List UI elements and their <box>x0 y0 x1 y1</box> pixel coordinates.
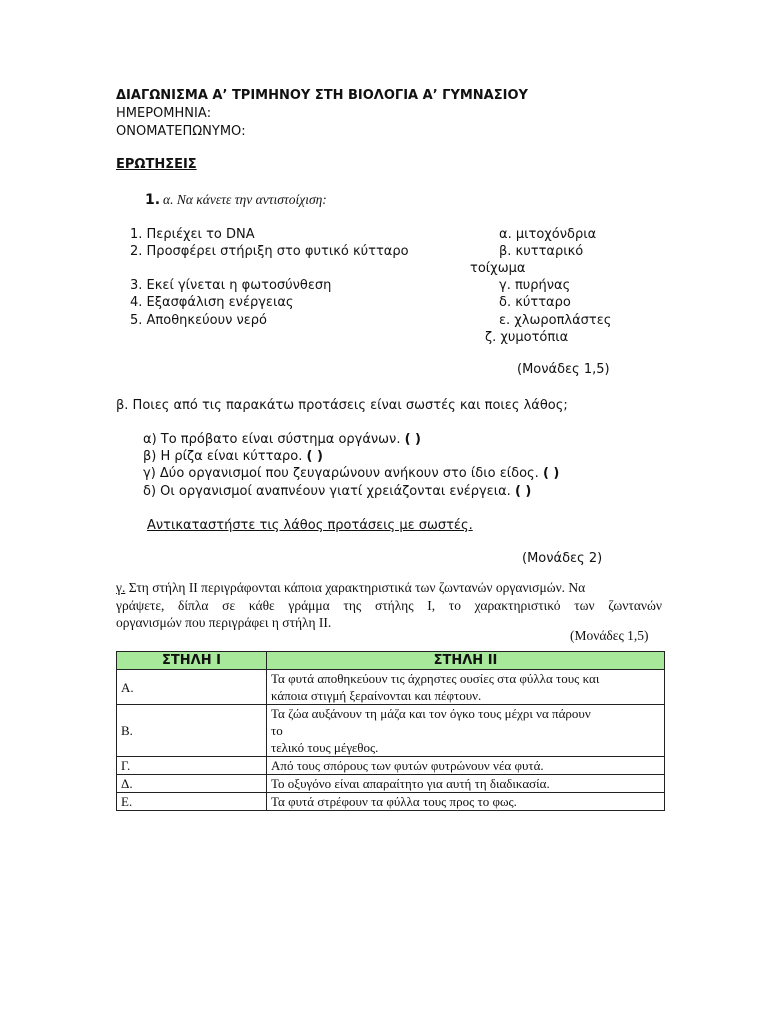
right-item: α. μιτοχόνδρια <box>499 227 597 242</box>
left-item: 5. Αποθηκεύουν νερό <box>130 313 267 328</box>
row-key: Α. <box>117 670 267 705</box>
row-description: Το οξυγόνο είναι απαραίτητο για αυτή τη διαδικασία. <box>267 775 665 793</box>
question-1b-marks: (Μονάδες 2) <box>522 551 603 566</box>
table-row <box>117 775 665 793</box>
description-line: τελικό τους μέγεθος. <box>271 740 379 755</box>
table-row <box>117 757 665 775</box>
statement-text: δ) Οι οργανισμοί αναπνέουν γιατί χρειάζονται ενέργεια. <box>143 484 511 499</box>
question-1c-line-2: γράψετε, δίπλα σε κάθε γράμμα της στήλης Ι, το χαρακτηριστικό των ζωντανών <box>116 598 662 613</box>
row-key: Ε. <box>117 793 267 811</box>
statement-row <box>143 466 559 481</box>
question-1c-line-3: οργανισμών που περιγράφει η στήλη ΙΙ. <box>116 615 332 630</box>
statement-text: γ) Δύο οργανισμοί που ζευγαρώνουν ανήκουν στο ίδιο είδος. <box>143 466 539 481</box>
right-item: τοίχωμα <box>470 261 526 276</box>
table-row <box>117 670 665 705</box>
answer-parentheses: ( ) <box>306 449 323 464</box>
columns-table <box>116 651 665 811</box>
left-item: 3. Εκεί γίνεται η φωτοσύνθεση <box>130 278 332 293</box>
answer-parentheses: ( ) <box>404 432 422 447</box>
question-1c-marks: (Μονάδες 1,5) <box>570 628 649 643</box>
row-description: Από τους σπόρους των φυτών φυτρώνουν νέα φυτά. <box>267 757 665 775</box>
statement-text: α) Το πρόβατο είναι σύστημα οργάνων. <box>143 432 401 447</box>
right-item: γ. πυρήνας <box>499 278 571 293</box>
questions-heading: ΕΡΩΤΗΣΕΙΣ <box>116 157 197 172</box>
replace-instruction: Αντικαταστήστε τις λάθος προτάσεις με σωστές. <box>147 518 473 533</box>
row-description: Τα φυτά στρέφουν τα φύλλα τους προς το φως. <box>267 793 665 811</box>
description-line: Τα ζώα αυξάνουν τη μάζα και τον όγκο τους μέχρι να πάρουν <box>271 706 591 721</box>
question-1c-text-1: Στη στήλη ΙΙ περιγράφονται κάποια χαρακτηριστικά των ζωντανών οργανισμών. Να <box>125 580 586 595</box>
row-key: Γ. <box>117 757 267 775</box>
row-key: Δ. <box>117 775 267 793</box>
right-item: ε. χλωροπλάστες <box>499 313 612 328</box>
question-1-number: 1. <box>145 192 161 208</box>
description-line: το <box>271 723 283 738</box>
answer-parentheses: ( ) <box>514 484 532 499</box>
right-item: β. κυτταρικό <box>499 244 584 259</box>
right-item: δ. κύτταρο <box>499 295 571 310</box>
exam-title: ΔΙΑΓΩΝΙΣΜΑ Α’ ΤΡΙΜΗΝΟΥ ΣΤΗ ΒΙΟΛΟΓΙΑ Α’ ΓΥΜΝΑΣΙΟΥ <box>116 88 528 103</box>
column-header: ΣΤΗΛΗ Ι <box>117 652 267 670</box>
description-line: Τα φυτά αποθηκεύουν τις άχρηστες ουσίες στα φύλλα τους και <box>271 671 600 686</box>
table-row <box>117 793 665 811</box>
row-description <box>267 705 665 757</box>
left-item: 2. Προσφέρει στήριξη στο φυτικό κύτταρο <box>130 244 409 259</box>
left-item: 4. Εξασφάλιση ενέργειας <box>130 295 294 310</box>
question-1a-prompt: α. Να κάνετε την αντιστοίχιση: <box>163 192 327 207</box>
statement-text: β) Η ρίζα είναι κύτταρο. <box>143 449 303 464</box>
right-item: ζ. χυμοτόπια <box>485 330 569 345</box>
question-1c-line-1 <box>116 580 660 596</box>
statement-row <box>143 432 421 447</box>
column-header: ΣΤΗΛΗ ΙΙ <box>267 652 665 670</box>
question-1b-prompt: β. Ποιες από τις παρακάτω προτάσεις είναι σωστές και ποιες λάθος; <box>116 398 568 413</box>
statement-row <box>143 449 323 464</box>
description-line: κάποια στιγμή ξεραίνονται και πέφτουν. <box>271 688 482 703</box>
question-1c-label: γ. <box>116 580 126 595</box>
table-row <box>117 705 665 757</box>
answer-parentheses: ( ) <box>542 466 560 481</box>
row-description <box>267 670 665 705</box>
date-label: ΗΜΕΡΟΜΗΝΙΑ: <box>116 106 212 121</box>
statement-row <box>143 484 531 499</box>
row-key: Β. <box>117 705 267 757</box>
question-1a-marks: (Μονάδες 1,5) <box>517 362 610 377</box>
table-header-row <box>117 652 665 670</box>
left-item: 1. Περιέχει το DNA <box>130 227 255 242</box>
name-label: ΟΝΟΜΑΤΕΠΩΝΥΜΟ: <box>116 124 246 139</box>
